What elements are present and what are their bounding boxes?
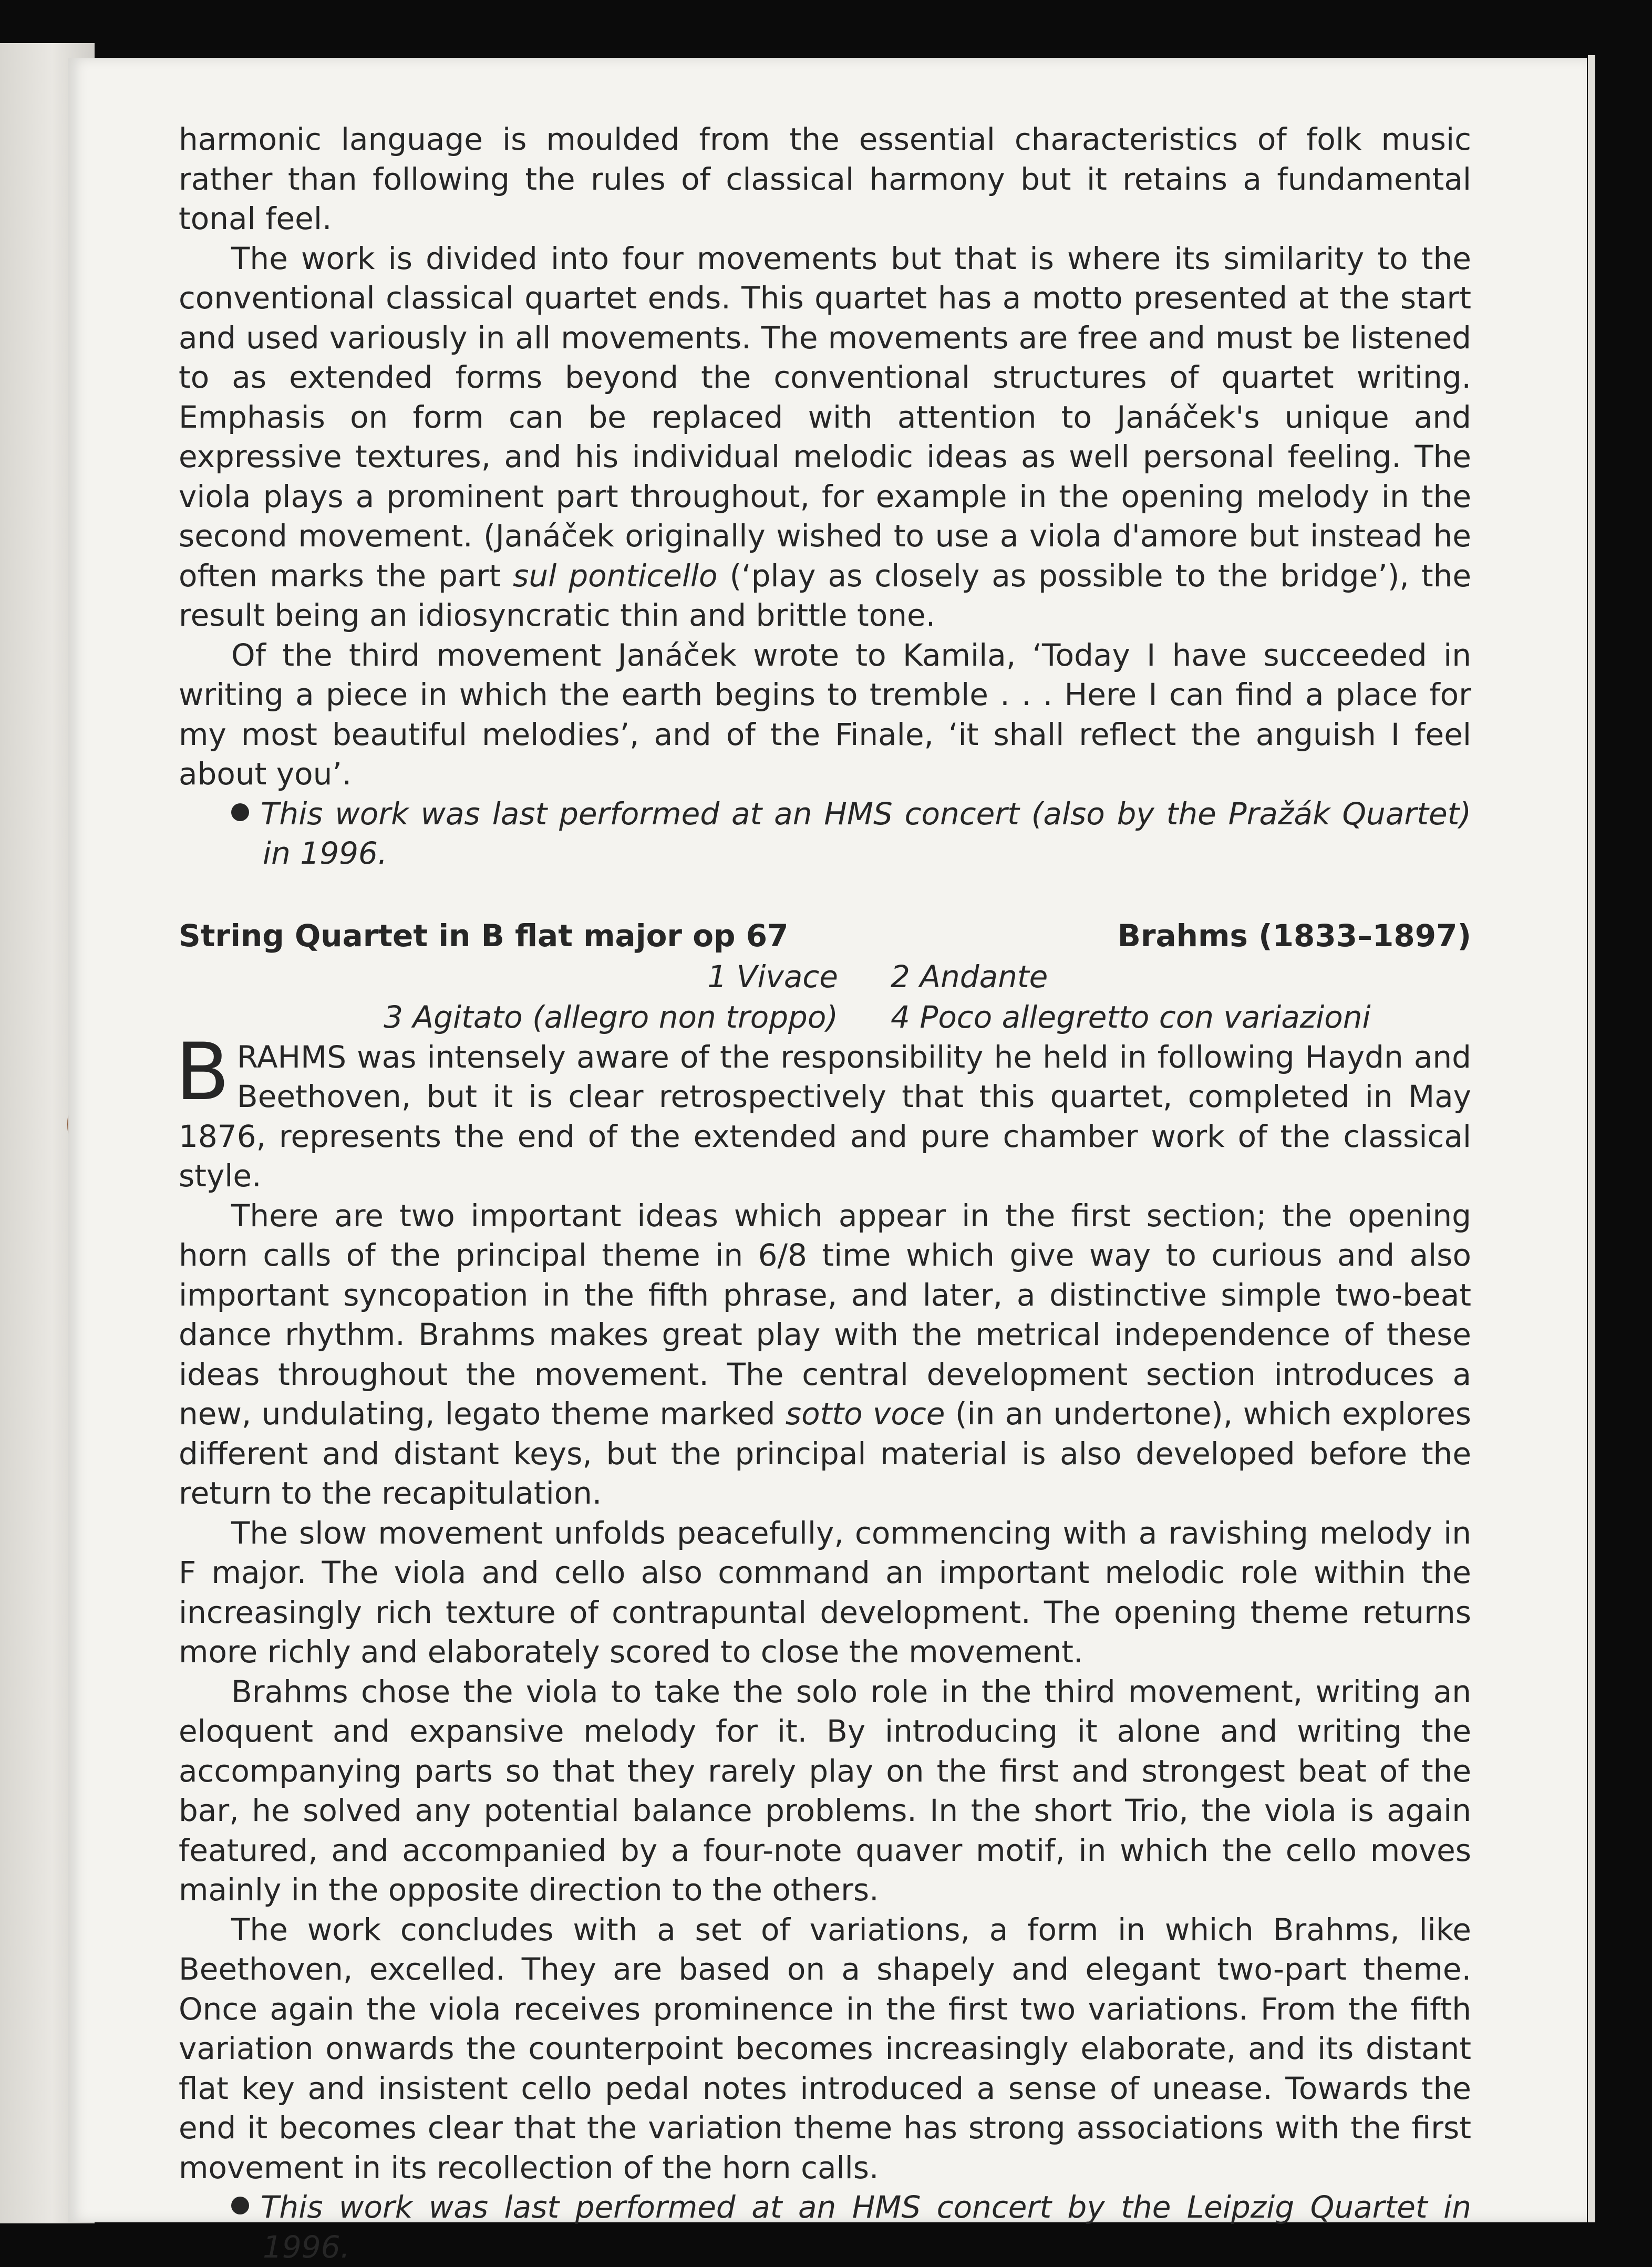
page-right-edge — [1588, 55, 1595, 2222]
bullet-icon — [231, 2197, 249, 2214]
intro-paragraph-2-end: (‘play as closely as possible to the bridge’), the result being an idiosyncratic thin and brittle tone. — [179, 557, 1472, 633]
brahms-paragraph-1 — [175, 1026, 1471, 1196]
brahms-note-text: This work was last performed at an HMS concert by the Leipzig Quartet in 1996. — [261, 2189, 1471, 2265]
intro-paragraph-2-italic: sul ponticello — [513, 557, 718, 594]
brahms-paragraph-2-b: (in an undertone), which explores different and distant keys, but the principal material is also developed before the return to the recapitulation. — [179, 1396, 1471, 1511]
work-heading — [179, 915, 1471, 957]
brahms-paragraph-5: The work concludes with a set of variations, a form in which Brahms, like Beethoven, excelled. They are based on a shapely and elegant two-part theme. Once again the viola receives prominence in the first two variations. From the fifth variation onwards the counterpoint becomes increasingly elaborate, and its distant flat key and insistent cello pedal notes introduced a sense of unease. Towards the end it becomes clear that the variation theme has strong associations with the first movement in its recollection of the horn calls. — [179, 1911, 1471, 2186]
intro-paragraph-2 — [179, 239, 1471, 636]
intro-paragraph-3: Of the third movement Janáček wrote to Kamila, ‘Today I have succeeded in writing a piece in which the earth begins to tremble . . . Here I can find a place for my most beautiful melodies’, and of the Finale, ‘it shall reflect the anguish I feel about you’. — [179, 637, 1471, 792]
movement-list — [179, 957, 1471, 1038]
brahms-paragraph-3: The slow movement unfolds peacefully, commencing with a ravishing melody in F major. The viola and cello also command an important melodic role within the increasingly rich texture of contrapuntal development. The opening theme returns more richly and elaborately scored to close the movement. — [179, 1515, 1471, 1670]
page-text — [175, 120, 1472, 2267]
brahms-paragraph-4: Brahms chose the viola to take the solo role in the third movement, writing an eloquent and expansive melody for it. By introducing it alone and writing the accompanying parts so that they rarely play on the first and strongest beat of the bar, he solved any potential balance problems. In the short Trio, the viola is again featured, and accompanied by a four-note quaver motif, in which the cello moves mainly in the opposite direction to the others. — [179, 1673, 1471, 1908]
drop-cap: B — [175, 1026, 230, 1118]
movement-2: 2 Andante — [891, 958, 1048, 995]
movement-1: 1 Vivace — [707, 958, 838, 995]
bullet-icon — [231, 803, 249, 821]
movement-4: 4 Poco allegretto con variazioni — [891, 999, 1371, 1035]
intro-paragraph-1: harmonic language is moulded from the essential characteristics of folk music rather than following the rules of classical harmony but it retains a fundamental tonal feel. — [179, 121, 1471, 236]
brahms-paragraph-2 — [179, 1196, 1471, 1514]
composer-dates: Brahms (1833–1897) — [1117, 917, 1471, 954]
intro-performance-note — [231, 794, 1471, 874]
movement-3: 3 Agitato (allegro non troppo) — [384, 999, 838, 1035]
work-title: String Quartet in B flat major op 67 — [179, 917, 789, 954]
brahms-paragraph-1-text: RAHMS was intensely aware of the responsibility he held in following Haydn and Beethoven, but it is clear retrospectively that this quartet, completed in May 1876, represents the end of the extended and pure chamber work of the classical style. — [179, 1039, 1471, 1194]
intro-note-text: This work was last performed at an HMS concert (also by the Pražák Quartet) in 1996. — [261, 795, 1471, 871]
brahms-performance-note — [231, 2188, 1471, 2267]
brahms-paragraph-2-italic: sotto voce — [785, 1396, 945, 1432]
brahms-paragraph-2-a: There are two important ideas which appear in the first section; the opening horn calls of the principal theme in 6/8 time which give way to curious and also important syncopation in the fifth phrase, and later, a distinctive simple two-beat dance rhythm. Brahms makes great play with the metrical independence of these ideas throughout the movement. The central development section introduces a new, undulating, legato theme marked — [179, 1197, 1471, 1432]
intro-paragraph-2-text: The work is divided into four movements but that is where its similarity to the conventional classical quartet ends. This quartet has a motto presented at the start and used variously in all movements. The movements are free and must be listened to as extended forms beyond the conventional structures of quartet writing. Emphasis on form can be replaced with attention to Janáček's unique and expressive textures, and his individual melodic ideas as well personal feeling. The viola plays a prominent part throughout, for example in the opening melody in the second movement. (Janáček originally wished to use a viola d'amore but instead he often marks the part — [179, 240, 1471, 594]
